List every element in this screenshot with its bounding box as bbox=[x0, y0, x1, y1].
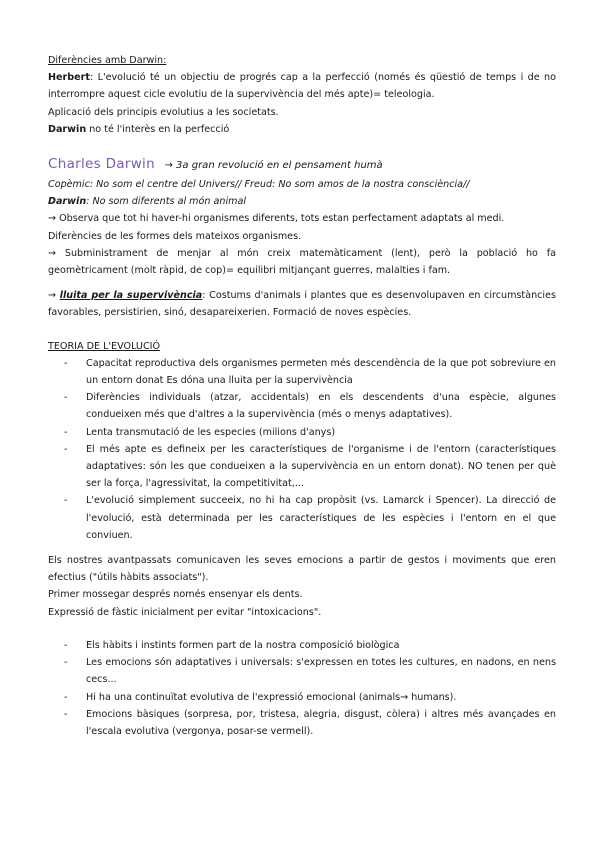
darwin-name-2: Darwin bbox=[48, 196, 87, 208]
list-item: - Les emocions són adaptatives i universals: s'expressen en totes les cultures, en nadons, en nens cecs... bbox=[86, 654, 556, 688]
struggle-arrow: → bbox=[48, 290, 60, 302]
list-item: - El més apte es defineix per les característiques de l'organisme i de l'entorn (característiques adaptatives: són les que condueixen a la supervivència en un entorn donat). NO tenen per què ser la força, l'agressivitat, la competitivitat,... bbox=[86, 441, 556, 493]
charles-darwin-name: Charles Darwin bbox=[48, 156, 155, 173]
section-charles-darwin bbox=[48, 154, 556, 322]
differences-title-text: Diferències amb Darwin: bbox=[48, 55, 167, 66]
theory-title bbox=[48, 338, 556, 355]
food-population-paragraph: → Subministrament de menjar al món creix matemàticament (lent), però la població ho fa geomètricament (molt ràpid, de cop)= equilibri mitjançant guerres, malalties i fam. bbox=[48, 247, 556, 277]
section-differences bbox=[48, 52, 556, 138]
charles-darwin-heading bbox=[48, 154, 556, 176]
adapted-organisms-line: → Observa que tot hi haver-hi organismes diferents, tots estan perfectament adaptats al medi. bbox=[48, 213, 505, 225]
herbert-paragraph bbox=[48, 69, 556, 103]
darwin-perfection-text: no té l'interès en la perfecció bbox=[86, 123, 230, 135]
societies-line: Aplicació dels principis evolutius a les societats. bbox=[48, 106, 279, 118]
list-item: - L'evolució simplement succeeix, no hi ha cap propòsit (vs. Lamarck i Spencer). La direcció de l'evolució, està determinada per les característiques de les espècies i l'entorn en el que conviuen. bbox=[86, 492, 556, 544]
theory-title-text: TEORIA DE L'EVOLUCIÓ bbox=[48, 340, 161, 352]
darwin-animal-text: : No som diferents al món animal bbox=[86, 196, 247, 208]
herbert-text: : L'evolució té un objectiu de progrés cap a la perfecció (només és qüestió de temps i de no interrompre aquest cicle evolutiu de la supervivència del més apte)= teleologia. bbox=[48, 72, 556, 101]
forms-difference-line: Diferències de les formes dels mateixos organismes. bbox=[48, 230, 302, 242]
list-item: - Emocions bàsiques (sorpresa, por, tristesa, alegria, disgust, còlera) i altres més avançades en l'escala evolutiva (vergonya, posar-se vermell). bbox=[86, 706, 556, 740]
list-item: - Hi ha una continuïtat evolutiva de l'expressió emocional (animals→ humans). bbox=[86, 689, 556, 706]
copernic-freud-line: Copèmic: No som el centre del Univers// Freud: No som amos de la nostra consciència// bbox=[48, 179, 470, 191]
section-theory-evolution bbox=[48, 338, 556, 544]
darwin-name: Darwin bbox=[48, 123, 87, 135]
list-item: - Capacitat reproductiva dels organismes permeten més descendència de la que pot sobreviure en un entorn donat Es dóna una lluita per la supervivència bbox=[86, 355, 556, 389]
theory-list bbox=[48, 355, 556, 544]
section-title-differences bbox=[48, 52, 556, 69]
emotions-list bbox=[48, 637, 556, 740]
disgust-line: Expressió de fàstic inicialment per evitar "intoxicacions". bbox=[48, 606, 322, 618]
list-item: - Els hàbits i instints formen part de la nostra composició biològica bbox=[86, 637, 556, 654]
bite-line: Primer mossegar després només ensenyar els dents. bbox=[48, 589, 303, 601]
list-item: - Lenta transmutació de les especies (milions d'anys) bbox=[86, 424, 556, 441]
herbert-name: Herbert bbox=[48, 72, 90, 84]
list-item: - Diferències individuals (atzar, accidentals) en els descendents d'una espècie, algunes condueixen més que d'altres a la supervivència (més o menys adaptatives). bbox=[86, 389, 556, 423]
struggle-text: : Costums d'animals i plantes que es desenvolupaven en circumstàncies favorables, persistirien, sinó, desapareixerien. Formació de noves espècies. bbox=[48, 290, 556, 319]
section-emotions bbox=[48, 552, 556, 740]
revolution-subtitle: → 3a gran revolució en el pensament humà bbox=[164, 160, 383, 172]
darwin-animal-line bbox=[48, 193, 556, 210]
ancestors-paragraph: Els nostres avantpassats comunicaven les seves emocions a partir de gestos i moviments que eren efectius ("útils hàbits associats"). bbox=[48, 555, 556, 584]
darwin-perfection-line bbox=[48, 121, 556, 138]
struggle-label: lluita per la supervivència bbox=[59, 290, 203, 302]
struggle-paragraph bbox=[48, 287, 556, 321]
